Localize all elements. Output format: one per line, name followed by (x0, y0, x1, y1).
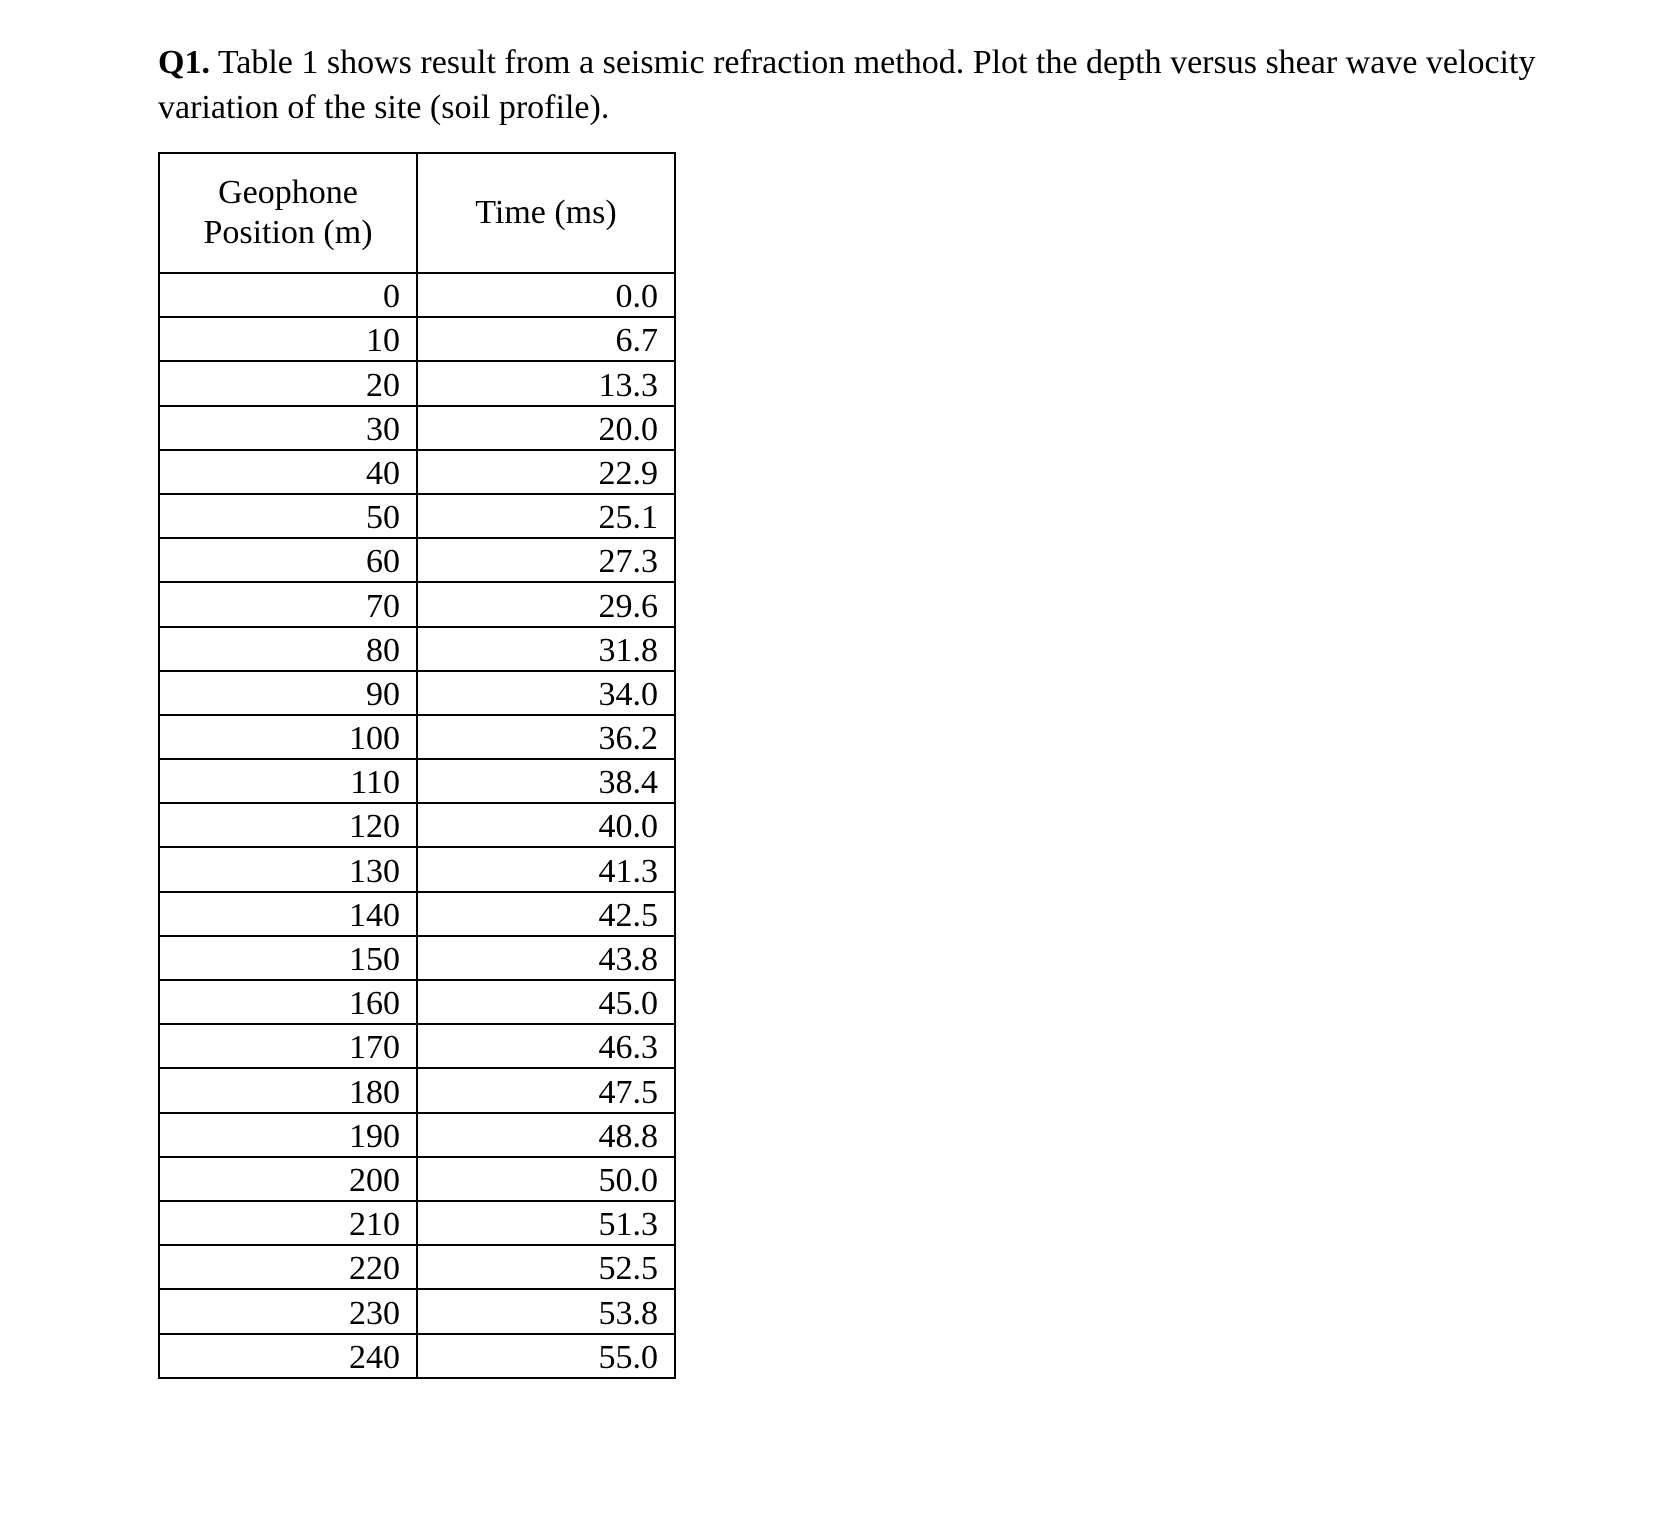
table-row (159, 1289, 675, 1333)
header-time: Time (ms) (417, 153, 675, 273)
table-row (159, 361, 675, 405)
cell-time: 22.9 (417, 450, 675, 494)
cell-position: 160 (159, 980, 417, 1024)
cell-position: 190 (159, 1113, 417, 1157)
cell-time: 25.1 (417, 494, 675, 538)
cell-position: 110 (159, 759, 417, 803)
cell-position: 120 (159, 803, 417, 847)
cell-position: 10 (159, 317, 417, 361)
table-row (159, 450, 675, 494)
table-row (159, 582, 675, 626)
cell-position: 90 (159, 671, 417, 715)
question-body: Table 1 shows result from a seismic refraction method. Plot the depth versus shear wave velocity variation of the site (soil profile). (158, 44, 1536, 126)
cell-time: 34.0 (417, 671, 675, 715)
cell-time: 27.3 (417, 538, 675, 582)
table-row (159, 1113, 675, 1157)
cell-time: 38.4 (417, 759, 675, 803)
cell-time: 43.8 (417, 936, 675, 980)
table-row (159, 847, 675, 891)
table-header-row (159, 153, 675, 273)
cell-time: 55.0 (417, 1334, 675, 1378)
cell-position: 150 (159, 936, 417, 980)
cell-time: 40.0 (417, 803, 675, 847)
table-row (159, 1068, 675, 1112)
cell-position: 0 (159, 273, 417, 317)
cell-position: 210 (159, 1201, 417, 1245)
table-row (159, 803, 675, 847)
cell-position: 220 (159, 1245, 417, 1289)
cell-time: 51.3 (417, 1201, 675, 1245)
cell-position: 240 (159, 1334, 417, 1378)
table-row (159, 273, 675, 317)
cell-time: 50.0 (417, 1157, 675, 1201)
question-text (158, 40, 1598, 130)
table-row (159, 317, 675, 361)
table-row (159, 715, 675, 759)
cell-time: 36.2 (417, 715, 675, 759)
question-number: Q1. (158, 44, 210, 81)
data-table (158, 152, 676, 1379)
table-row (159, 627, 675, 671)
cell-time: 53.8 (417, 1289, 675, 1333)
cell-position: 40 (159, 450, 417, 494)
table-row (159, 980, 675, 1024)
table-row (159, 671, 675, 715)
cell-time: 48.8 (417, 1113, 675, 1157)
table-row (159, 406, 675, 450)
table-row (159, 1334, 675, 1378)
cell-time: 0.0 (417, 273, 675, 317)
table-row (159, 759, 675, 803)
header-geophone-position: Geophone Position (m) (159, 153, 417, 273)
cell-position: 100 (159, 715, 417, 759)
cell-position: 70 (159, 582, 417, 626)
cell-time: 29.6 (417, 582, 675, 626)
table-row (159, 1157, 675, 1201)
cell-position: 20 (159, 361, 417, 405)
cell-time: 20.0 (417, 406, 675, 450)
cell-position: 230 (159, 1289, 417, 1333)
table-row (159, 1245, 675, 1289)
cell-position: 180 (159, 1068, 417, 1112)
cell-position: 170 (159, 1024, 417, 1068)
cell-time: 13.3 (417, 361, 675, 405)
cell-time: 46.3 (417, 1024, 675, 1068)
cell-position: 200 (159, 1157, 417, 1201)
cell-position: 50 (159, 494, 417, 538)
table-row (159, 1024, 675, 1068)
table-row (159, 494, 675, 538)
table-row (159, 892, 675, 936)
cell-time: 47.5 (417, 1068, 675, 1112)
cell-position: 80 (159, 627, 417, 671)
cell-position: 140 (159, 892, 417, 936)
cell-position: 30 (159, 406, 417, 450)
table-row (159, 936, 675, 980)
cell-time: 52.5 (417, 1245, 675, 1289)
cell-position: 60 (159, 538, 417, 582)
cell-time: 45.0 (417, 980, 675, 1024)
cell-position: 130 (159, 847, 417, 891)
cell-time: 6.7 (417, 317, 675, 361)
table-row (159, 538, 675, 582)
cell-time: 42.5 (417, 892, 675, 936)
table-row (159, 1201, 675, 1245)
cell-time: 41.3 (417, 847, 675, 891)
cell-time: 31.8 (417, 627, 675, 671)
